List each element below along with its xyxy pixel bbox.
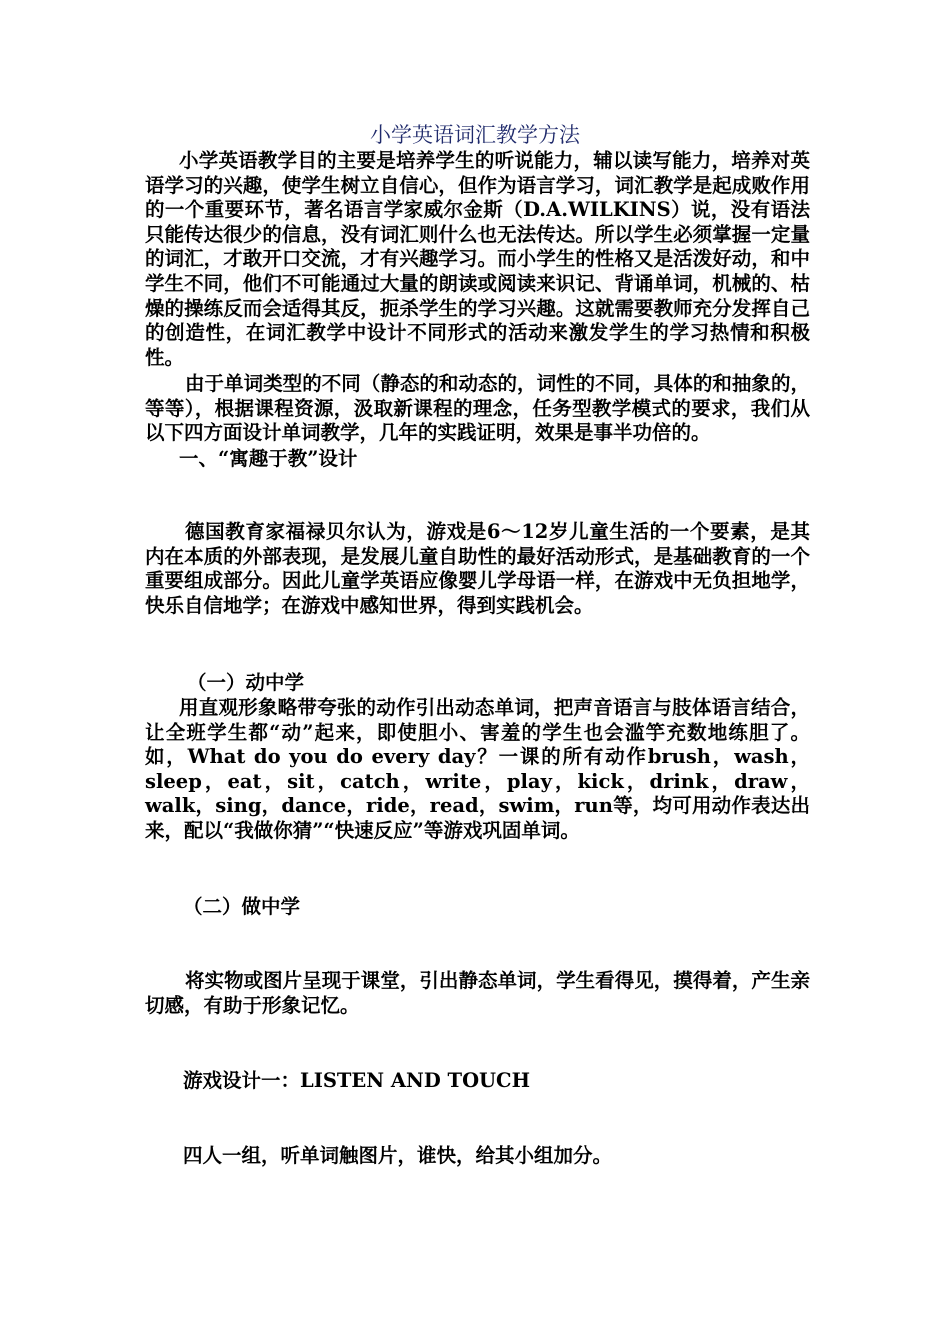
paragraph-game-theory: 德国教育家福禄贝尔认为，游戏是6～12岁儿童生活的一个要素，是其内在本质的外部表现，是发展儿童自助性的最好活动形式，是基础教育的一个重要组成部分。因此儿童学英语应像婴儿学母语一样，在游戏中无负担地学，快乐自信地学；在游戏中感知世界，得到实践机会。 [145,520,810,617]
subsection-heading-2: （二）做中学 [183,895,301,918]
subsection-heading-1: （一）动中学 [187,671,305,694]
game-design-description: 四人一组，听单词触图片，谁快，给其小组加分。 [183,1144,613,1167]
paragraph-intro: 小学英语教学目的主要是培养学生的听说能力，辅以读写能力，培养对英语学习的兴趣，使学生树立自信心，但作为语言学习，词汇教学是起成败作用的一个重要环节，著名语言学家威尔金斯（D.A.WILKINS）说，没有语法只能传达很少的信息，没有词汇则什么也无法传达。所以学生必须掌握一定量的词汇，才敢开口交流，才有兴趣学习。而小学生的性格又是活泼好动，和中学生不同，他们不可能通过大量的朗读或阅读来识记、背诵单词，机械的、枯燥的操练反而会适得其反，扼杀学生的学习兴趣。这就需要教师充分发挥自己的创造性，在词汇教学中设计不同形式的活动来激发学生的学习热情和积极性。 [145,149,810,369]
game-design-title: 游戏设计一：LISTEN AND TOUCH [183,1069,531,1092]
paragraph-learn-by-doing: 将实物或图片呈现于课堂，引出静态单词，学生看得见，摸得着，产生亲切感，有助于形象记忆。 [145,969,810,1017]
paragraph-approach: 由于单词类型的不同（静态的和动态的，词性的不同，具体的和抽象的，等等），根据课程资源，汲取新课程的理念，任务型教学模式的要求，我们从以下四方面设计单词教学，几年的实践证明，效果是事半功倍的。 [145,372,810,445]
document-title: 小学英语词汇教学方法 [370,123,580,147]
paragraph-learn-by-moving: 用直观形象略带夸张的动作引出动态单词，把声音语言与肢体语言结合，让全班学生都“动”起来，即使胆小、害羞的学生也会滥竽充数地练胆了。如，What do you do every day？一课的所有动作brush，wash，sleep，eat，sit，catch，write，play，kick，drink，draw，walk，sing，dance，ride，read，swim，run等，均可用动作表达出来，配以“我做你猜”“快速反应”等游戏巩固单词。 [145,696,810,842]
section-heading-1: 一、“寓趣于教”设计 [179,447,358,470]
